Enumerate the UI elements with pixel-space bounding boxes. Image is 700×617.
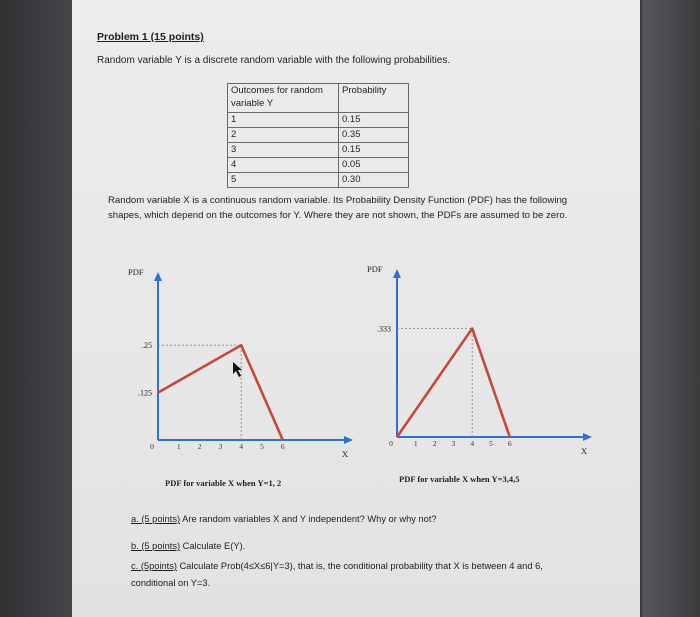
problem-title: Problem 1 (15 points)	[97, 31, 204, 43]
cursor-icon	[233, 362, 242, 377]
question-b	[131, 541, 245, 551]
x-tick-label: 4	[239, 442, 244, 451]
x-tick-label: 6	[507, 439, 512, 448]
y-axis-arrow	[393, 269, 401, 278]
pdf-curve	[397, 328, 510, 437]
question-b-text: Calculate E(Y).	[180, 541, 246, 551]
problem-intro: Random variable Y is a discrete random variable with the following probabilities.	[97, 55, 451, 66]
table-row	[228, 128, 409, 143]
x-tick-label: 5	[489, 439, 493, 448]
question-a-label: a. (5 points)	[131, 514, 181, 524]
y-axis-label: PDF	[128, 267, 144, 277]
x-axis-label: X	[342, 449, 349, 459]
table-row	[228, 158, 409, 173]
probability-cell: 0.15	[339, 113, 409, 128]
outcome-cell: 4	[228, 158, 339, 173]
header-probability: Probability	[339, 84, 409, 113]
x-tick-label: 2	[197, 442, 202, 451]
probability-table	[227, 83, 409, 188]
x-tick-label: 3	[451, 439, 456, 448]
x-tick-label: 0	[150, 442, 154, 451]
pdf-chart-y345	[357, 262, 607, 487]
probability-cell: 0.15	[339, 143, 409, 158]
pdf-chart-y12	[112, 265, 362, 485]
y-axis-arrow	[154, 272, 162, 281]
y-tick-label: .25	[142, 341, 152, 351]
header-outcomes: Outcomes for random variable Y	[228, 84, 339, 113]
x-tick-label: 4	[470, 439, 475, 448]
x-axis-label: X	[581, 446, 588, 456]
question-b-label: b. (5 points)	[131, 541, 181, 551]
x-tick-label: 2	[432, 439, 437, 448]
question-c-continued: conditional on Y=3.	[131, 578, 211, 588]
y-axis-label: PDF	[367, 264, 383, 274]
table-row	[228, 173, 409, 188]
pdf-curve	[158, 345, 283, 440]
outcome-cell: 1	[228, 113, 339, 128]
background-right	[642, 0, 700, 617]
x-tick-label: 1	[413, 439, 418, 448]
question-c	[131, 561, 543, 571]
chart-caption-y345: PDF for variable X when Y=3,4,5	[399, 474, 520, 484]
question-a-text: Are random variables X and Y independent? Why or why not?	[180, 514, 437, 524]
outcome-cell: 3	[228, 143, 339, 158]
table-header-row	[228, 84, 409, 113]
question-a	[131, 514, 437, 524]
x-description: Random variable X is a continuous random variable. Its Probability Density Function (PDF) has the following shapes, which depend on the outcomes for Y. Where they are not shown, the PDFs are assumed to be zero.	[108, 195, 568, 221]
table-row	[228, 113, 409, 128]
y-tick-label: .333	[377, 324, 391, 334]
probability-cell: 0.30	[339, 173, 409, 188]
x-tick-label: 0	[389, 439, 393, 448]
probability-cell: 0.05	[339, 158, 409, 173]
outcome-cell: 2	[228, 128, 339, 143]
question-c-text: Calculate Prob(4≤X≤6|Y=3), that is, the conditional probability that X is between 4 and 6,	[177, 561, 543, 571]
question-c-label: c. (5points)	[131, 561, 177, 571]
x-axis-arrow	[344, 436, 353, 444]
x-axis-arrow	[583, 433, 592, 441]
outcome-cell: 5	[228, 173, 339, 188]
x-tick-label: 6	[280, 442, 285, 451]
x-tick-label: 3	[218, 442, 223, 451]
probability-cell: 0.35	[339, 128, 409, 143]
y-tick-label: .125	[138, 388, 152, 398]
document-page	[72, 0, 640, 617]
chart-caption-y12: PDF for variable X when Y=1, 2	[165, 478, 282, 488]
table-row	[228, 143, 409, 158]
x-tick-label: 5	[260, 442, 264, 451]
x-tick-label: 1	[176, 442, 181, 451]
background-left	[0, 0, 72, 617]
